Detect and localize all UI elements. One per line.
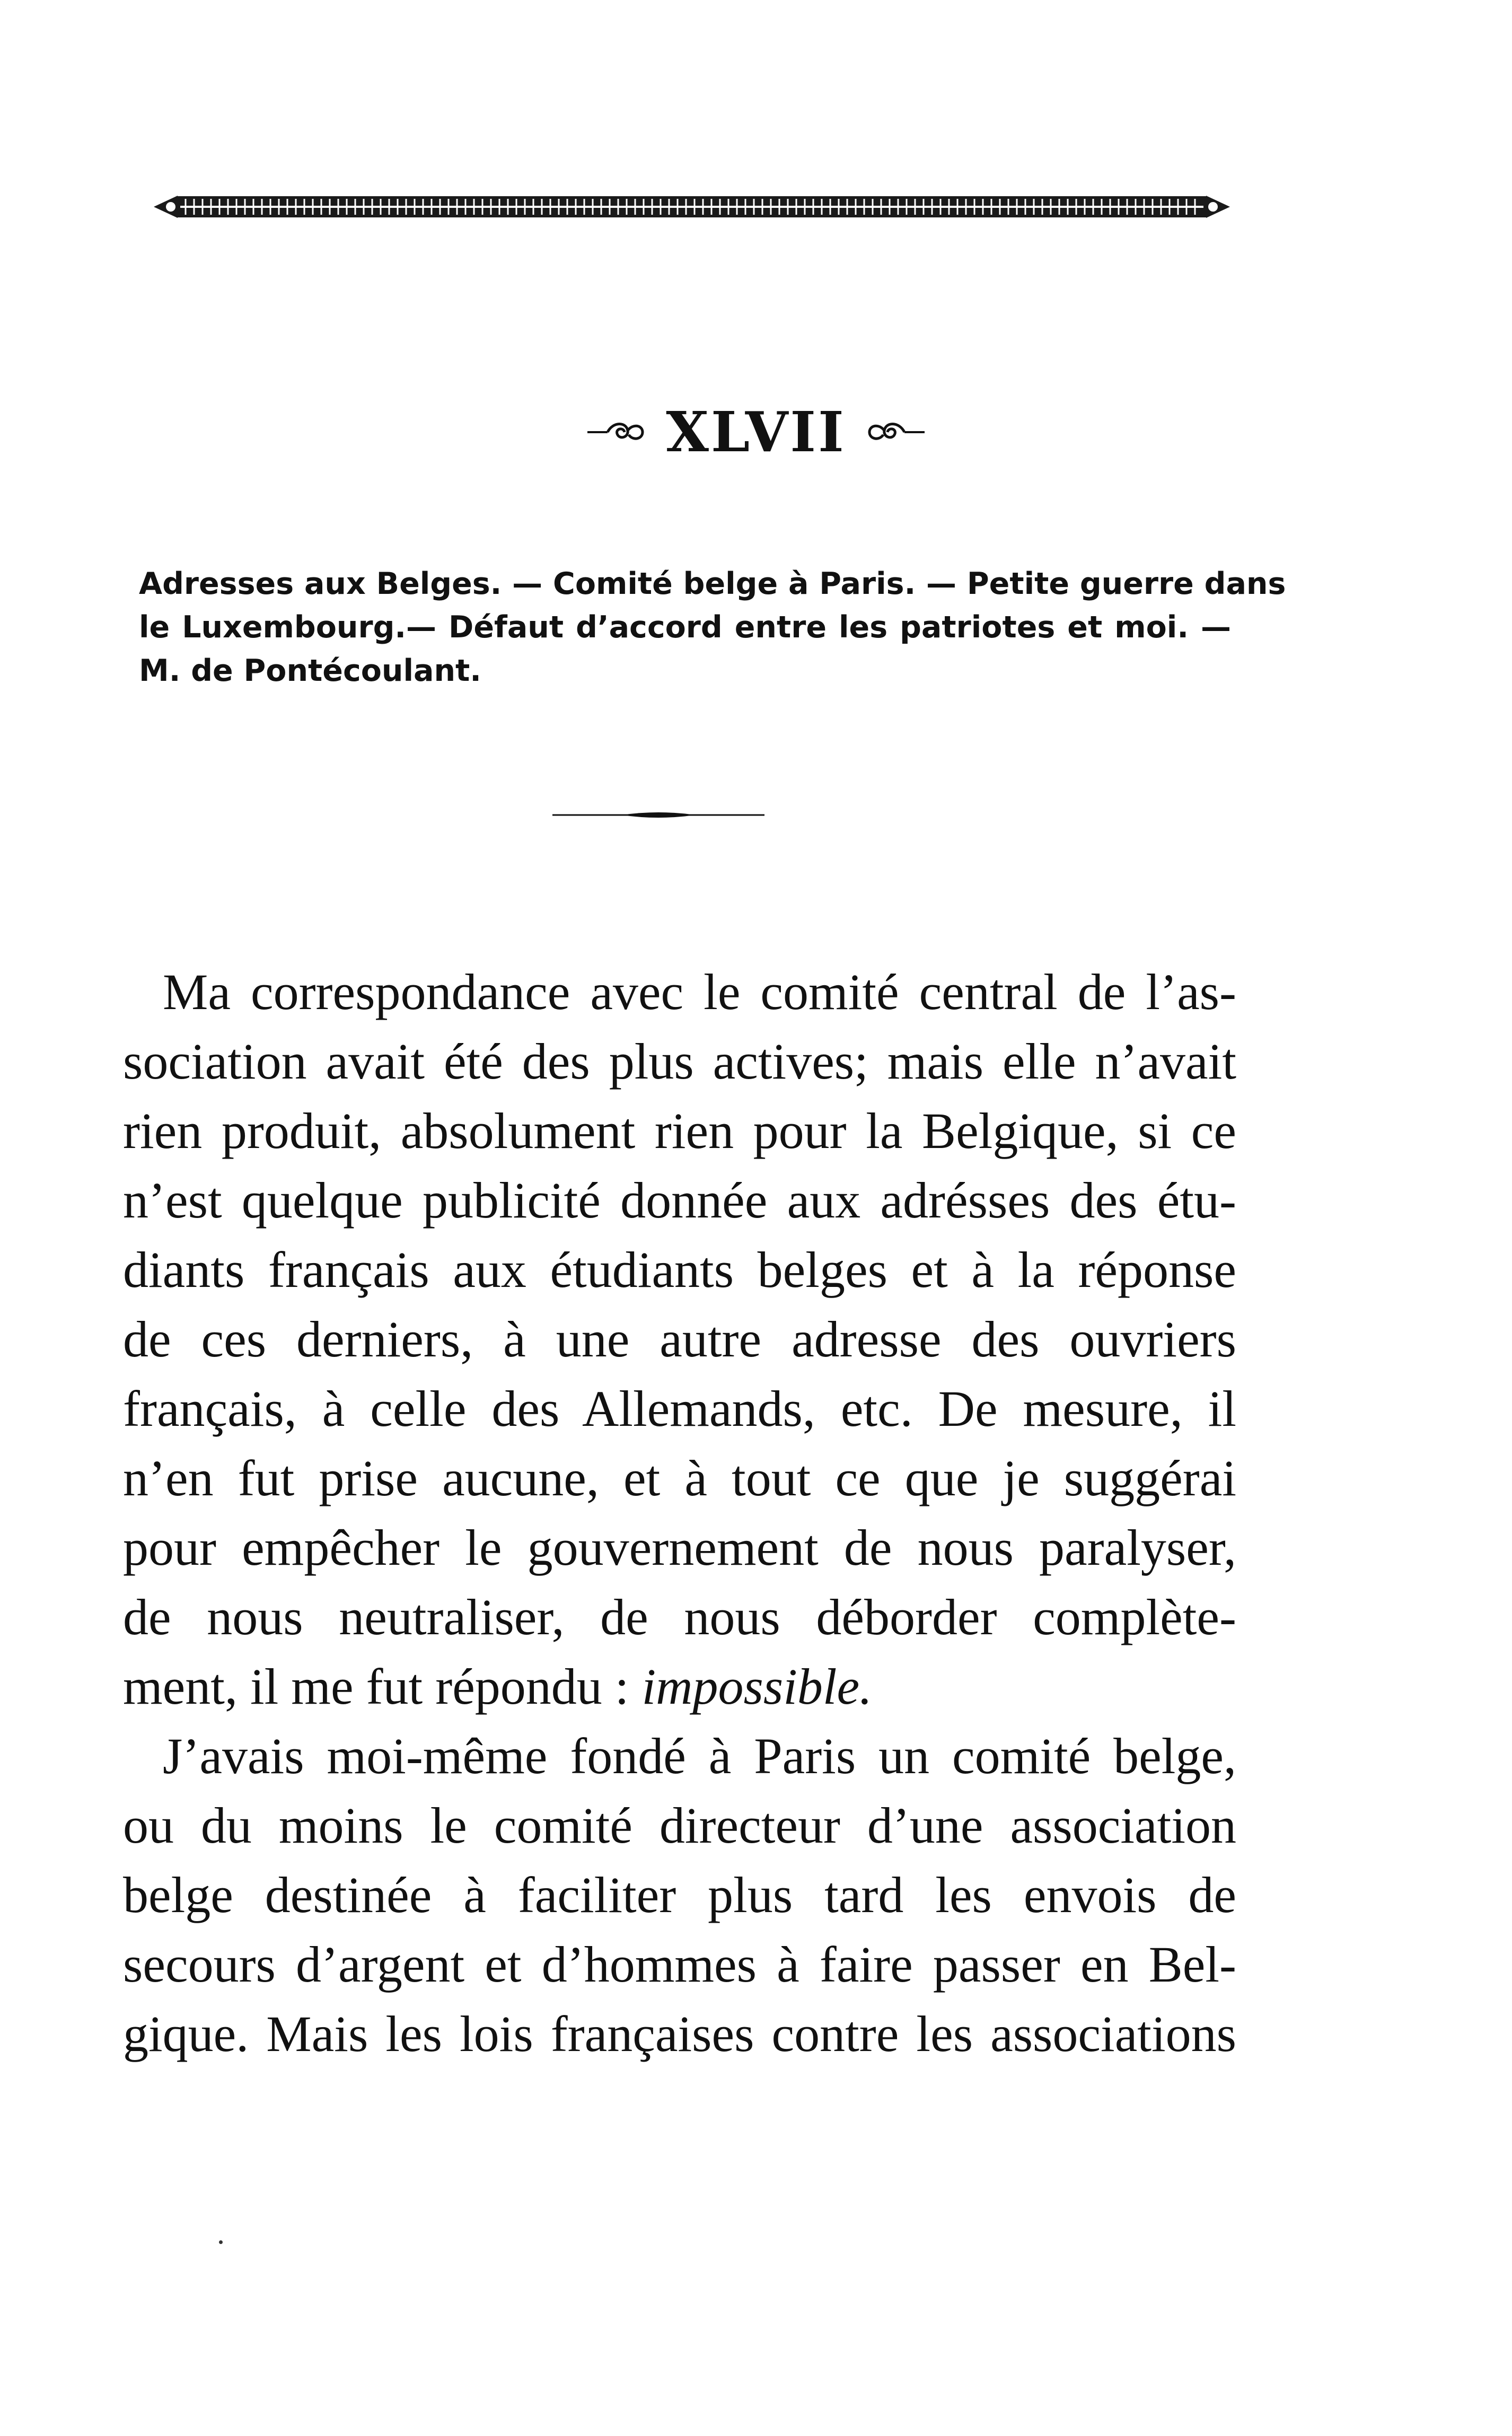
text-line: français, à celle des Allemands, etc. De mesure, il (123, 1380, 1236, 1437)
text-line-start: ment, il me fut répondu : (123, 1658, 642, 1715)
chapter-numeral: XLVII (666, 399, 846, 465)
header-ornament-bar (154, 194, 1230, 220)
summary-line: M. de Pontécoulant. (139, 653, 481, 688)
left-fleuron-icon (586, 419, 645, 445)
text-line: rien produit, absolument rien pour la Belgique, si ce (123, 1102, 1236, 1159)
text-line: de nous neutraliser, de nous déborder complète- (123, 1589, 1236, 1645)
chapter-heading (0, 392, 1512, 472)
text-line: J’avais moi-même fondé à Paris un comité belge, (163, 1728, 1236, 1784)
text-line: de ces derniers, à une autre adresse des ouvriers (123, 1311, 1236, 1368)
right-fleuron-icon (867, 419, 926, 445)
body-text (123, 957, 1236, 2069)
text-line: gique. Mais les lois françaises contre les associations (123, 2005, 1236, 2062)
text-line: Ma correspondance avec le comité central de l’as- (163, 963, 1236, 1020)
text-line: sociation avait été des plus actives; mais elle n’avait (123, 1033, 1236, 1090)
text-line: diants français aux étudiants belges et à la réponse (123, 1241, 1236, 1298)
summary-line: le Luxembourg.— Défaut d’accord entre les patriotes et moi. — (139, 610, 1231, 645)
print-speck (219, 2240, 223, 2244)
text-line: belge destinée à faciliter plus tard les envois de (123, 1867, 1236, 1923)
text-line: secours d’argent et d’hommes à faire passer en Bel- (123, 1936, 1236, 1993)
emphasized-word: impossible. (641, 1658, 873, 1715)
summary-line: Adresses aux Belges. — Comité belge à Paris. — Petite guerre dans (139, 566, 1286, 601)
text-line: ou du moins le comité directeur d’une association (123, 1797, 1236, 1854)
text-line (123, 1652, 1236, 1721)
text-line: n’est quelque publicité donnée aux adrésses des étu- (123, 1172, 1236, 1229)
text-line: n’en fut prise aucune, et à tout ce que je suggérai (123, 1450, 1236, 1506)
section-divider (552, 809, 764, 821)
text-line: pour empêcher le gouvernement de nous paralyser, (123, 1519, 1236, 1576)
chapter-summary (139, 562, 1286, 693)
